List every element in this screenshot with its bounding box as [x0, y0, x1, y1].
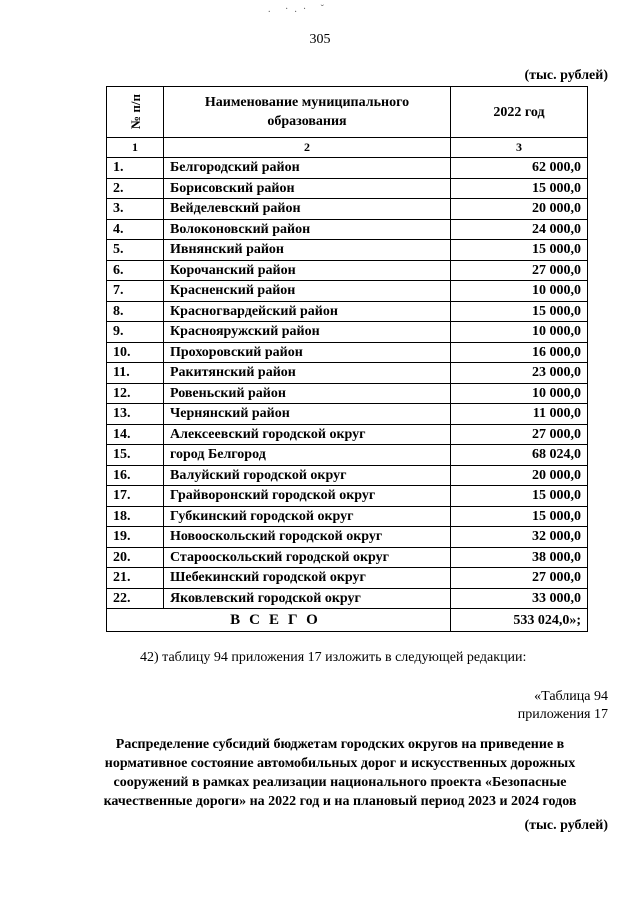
table-row: [107, 568, 588, 589]
row-value: 38 000,0: [451, 547, 588, 568]
header-name-line2: образования: [267, 114, 347, 129]
row-number: 4.: [107, 219, 164, 240]
row-number: 9.: [107, 322, 164, 343]
header-name: [164, 87, 451, 138]
table-row: [107, 281, 588, 302]
row-number: 5.: [107, 240, 164, 261]
row-number: 14.: [107, 424, 164, 445]
table-row: [107, 506, 588, 527]
header-num-label: № п/п: [127, 94, 143, 129]
row-name: Ракитянский район: [164, 363, 451, 384]
row-name: Борисовский район: [164, 178, 451, 199]
table-row: [107, 363, 588, 384]
annex-caption-line2: приложения 17: [517, 707, 608, 722]
heading-line: нормативное состояние автомобильных дорог и искусственных дорожных: [104, 756, 576, 771]
header-name-line1: Наименование муниципального: [204, 95, 410, 110]
row-name: город Белгород: [164, 445, 451, 466]
table-row: [107, 547, 588, 568]
row-value: 15 000,0: [451, 240, 588, 261]
row-value: 11 000,0: [451, 404, 588, 425]
row-value: 27 000,0: [451, 260, 588, 281]
row-value: 10 000,0: [451, 281, 588, 302]
row-name: Алексеевский городской округ: [164, 424, 451, 445]
heading-line: качественные дороги» на 2022 год и на плановый период 2023 и 2024 годов: [103, 794, 577, 809]
row-number: 20.: [107, 547, 164, 568]
row-name: Волоконовский район: [164, 219, 451, 240]
table-row: [107, 219, 588, 240]
units-label-bottom: (тыс. рублей): [524, 818, 608, 833]
table-row: [107, 178, 588, 199]
row-name: Губкинский городской округ: [164, 506, 451, 527]
row-name: Краснояружский район: [164, 322, 451, 343]
header-num: [107, 87, 164, 138]
row-name: Ивнянский район: [164, 240, 451, 261]
subsidy-table: [106, 86, 588, 632]
table-row: [107, 445, 588, 466]
page-number: 305: [309, 32, 331, 47]
row-name: Красногвардейский район: [164, 301, 451, 322]
table-row: [107, 383, 588, 404]
annex-caption-line1: «Таблица 94: [534, 689, 608, 704]
row-number: 1.: [107, 158, 164, 179]
row-name: Прохоровский район: [164, 342, 451, 363]
row-name: Старооскольский городской округ: [164, 547, 451, 568]
heading-line: Распределение субсидий бюджетам городских округов на приведение в: [115, 737, 565, 752]
row-number: 7.: [107, 281, 164, 302]
row-name: Валуйский городской округ: [164, 465, 451, 486]
annex-caption: [518, 688, 608, 724]
table-row: [107, 404, 588, 425]
row-value: 33 000,0: [451, 588, 588, 609]
row-name: Корочанский район: [164, 260, 451, 281]
row-name: Новооскольский городской округ: [164, 527, 451, 548]
row-value: 27 000,0: [451, 424, 588, 445]
row-value: 27 000,0: [451, 568, 588, 589]
total-value: 533 024,0»;: [451, 609, 588, 632]
row-value: 68 024,0: [451, 445, 588, 466]
row-value: 62 000,0: [451, 158, 588, 179]
row-value: 32 000,0: [451, 527, 588, 548]
total-label: ВСЕГО: [107, 609, 451, 632]
row-number: 15.: [107, 445, 164, 466]
row-name: Ровеньский район: [164, 383, 451, 404]
row-number: 12.: [107, 383, 164, 404]
row-number: 3.: [107, 199, 164, 220]
row-number: 17.: [107, 486, 164, 507]
row-name: Шебекинский городской округ: [164, 568, 451, 589]
table-row: [107, 260, 588, 281]
table-row: [107, 158, 588, 179]
row-number: 8.: [107, 301, 164, 322]
row-number: 10.: [107, 342, 164, 363]
row-number: 18.: [107, 506, 164, 527]
table-row: [107, 465, 588, 486]
row-name: Белгородский район: [164, 158, 451, 179]
row-value: 20 000,0: [451, 199, 588, 220]
row-value: 10 000,0: [451, 383, 588, 404]
table-index-row: [107, 138, 588, 158]
index-cell-2: 2: [164, 138, 451, 158]
table-total-row: [107, 609, 588, 632]
table-row: [107, 424, 588, 445]
instruction-text: 42) таблицу 94 приложения 17 изложить в следующей редакции:: [140, 650, 527, 665]
table-row: [107, 588, 588, 609]
table-header-row: [107, 87, 588, 138]
row-value: 15 000,0: [451, 486, 588, 507]
heading-line: сооружений в рамках реализации национального проекта «Безопасные: [113, 775, 567, 790]
table-row: [107, 240, 588, 261]
table-row: [107, 486, 588, 507]
header-value: 2022 год: [451, 87, 588, 138]
row-name: Красненский район: [164, 281, 451, 302]
row-value: 16 000,0: [451, 342, 588, 363]
row-value: 20 000,0: [451, 465, 588, 486]
row-name: Яковлевский городской округ: [164, 588, 451, 609]
row-value: 15 000,0: [451, 178, 588, 199]
row-number: 11.: [107, 363, 164, 384]
index-cell-3: 3: [451, 138, 588, 158]
table-row: [107, 199, 588, 220]
row-name: Грайворонский городской округ: [164, 486, 451, 507]
row-value: 23 000,0: [451, 363, 588, 384]
row-number: 13.: [107, 404, 164, 425]
row-number: 2.: [107, 178, 164, 199]
units-label: (тыс. рублей): [524, 68, 608, 83]
table-row: [107, 342, 588, 363]
row-number: 21.: [107, 568, 164, 589]
scan-marks: . ·.· ˇ: [268, 4, 330, 15]
row-value: 15 000,0: [451, 301, 588, 322]
row-number: 16.: [107, 465, 164, 486]
table-row: [107, 322, 588, 343]
row-value: 15 000,0: [451, 506, 588, 527]
section-heading: [70, 735, 610, 811]
row-value: 10 000,0: [451, 322, 588, 343]
table-body: [107, 158, 588, 609]
row-number: 6.: [107, 260, 164, 281]
row-name: Вейделевский район: [164, 199, 451, 220]
table-row: [107, 527, 588, 548]
row-value: 24 000,0: [451, 219, 588, 240]
row-number: 19.: [107, 527, 164, 548]
row-name: Чернянский район: [164, 404, 451, 425]
table-row: [107, 301, 588, 322]
index-cell-1: 1: [107, 138, 164, 158]
row-number: 22.: [107, 588, 164, 609]
